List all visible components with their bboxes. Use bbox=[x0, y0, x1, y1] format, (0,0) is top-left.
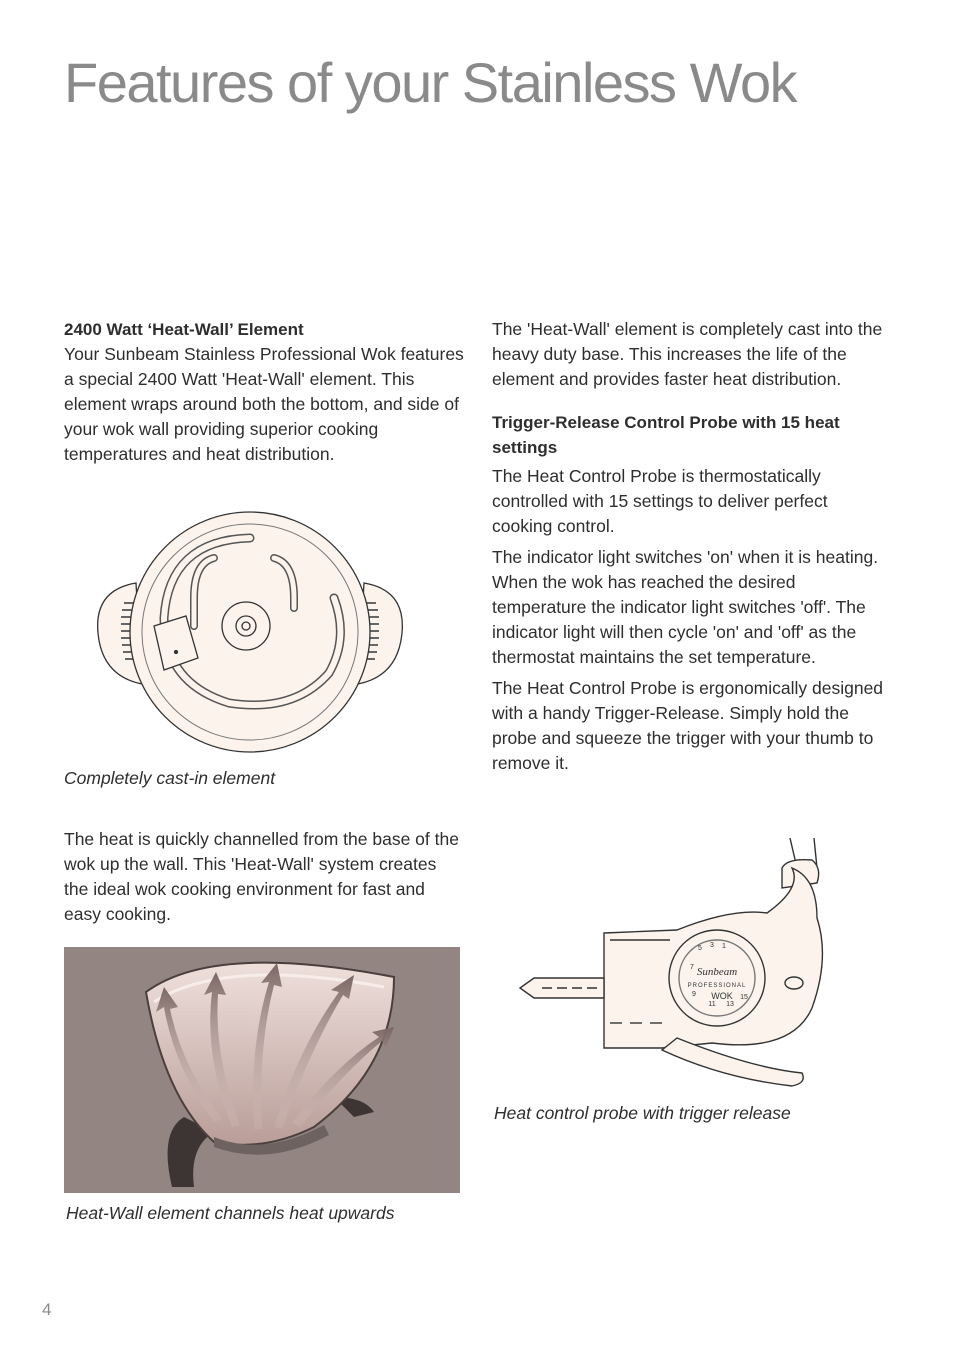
right-column-text bbox=[492, 317, 892, 782]
dial-number: 13 bbox=[726, 1001, 734, 1008]
center-boss bbox=[222, 602, 270, 650]
dial-number: 1 bbox=[722, 943, 726, 950]
dial-number: 9 bbox=[692, 991, 696, 998]
section-heading-heat-wall: 2400 Watt ‘Heat-Wall’ Element bbox=[64, 320, 304, 339]
page-number: 4 bbox=[42, 1300, 52, 1319]
control-dial bbox=[669, 930, 765, 1026]
dial-line2: WOK bbox=[711, 991, 733, 1001]
cast-in-element-illustration bbox=[94, 508, 406, 756]
left-section-1 bbox=[64, 317, 464, 473]
para-indicator-light: The indicator light switches 'on' when it is heating. When the wok has reached the desired temperature the indicator light switches 'off'. The indicator light will then cycle 'on' and 'off' as the thermostat maintains the set temperature. bbox=[492, 547, 879, 667]
section-body-heat-channel: The heat is quickly channelled from the base of the wok up the wall. This 'Heat-Wall' system creates the ideal wok cooking environment for fast and easy cooking. bbox=[64, 829, 459, 924]
caption-heat-wall: Heat-Wall element channels heat upwards bbox=[66, 1203, 395, 1223]
dial-number: 15 bbox=[740, 994, 748, 1001]
page-title: Features of your Stainless Wok bbox=[64, 51, 797, 114]
heat-wall-illustration bbox=[64, 947, 460, 1193]
caption-probe: Heat control probe with trigger release bbox=[494, 1103, 791, 1123]
dial-number: 11 bbox=[708, 1001, 716, 1008]
section-body-heat-wall: Your Sunbeam Stainless Professional Wok features a special 2400 Watt 'Heat-Wall' element. This element wraps around both the bottom, and side of your wok wall providing superior cooking temperatures and heat distribution. bbox=[64, 344, 464, 464]
caption-cast-in-element: Completely cast-in element bbox=[64, 768, 276, 788]
dial-number: 3 bbox=[710, 942, 714, 949]
section-heading-probe: Trigger-Release Control Probe with 15 heat settings bbox=[492, 413, 840, 457]
para-trigger-release: The Heat Control Probe is ergonomically designed with a handy Trigger-Release. Simply hold the probe and squeeze the trigger with your thumb to remove it. bbox=[492, 678, 884, 773]
para-heat-wall-cast: The 'Heat-Wall' element is completely cast into the heavy duty base. This increases the life of the element and provides faster heat distribution. bbox=[492, 319, 883, 389]
heat-control-probe-illustration bbox=[512, 838, 832, 1088]
dial-number: 7 bbox=[690, 964, 694, 971]
dial-number: 5 bbox=[698, 945, 702, 952]
left-section-2 bbox=[64, 827, 464, 933]
para-probe-thermostat: The Heat Control Probe is thermostatically controlled with 15 settings to deliver perfect cooking control. bbox=[492, 466, 828, 536]
dial-line1: PROFESSIONAL bbox=[687, 983, 747, 989]
dial-brand: Sunbeam bbox=[696, 966, 738, 978]
